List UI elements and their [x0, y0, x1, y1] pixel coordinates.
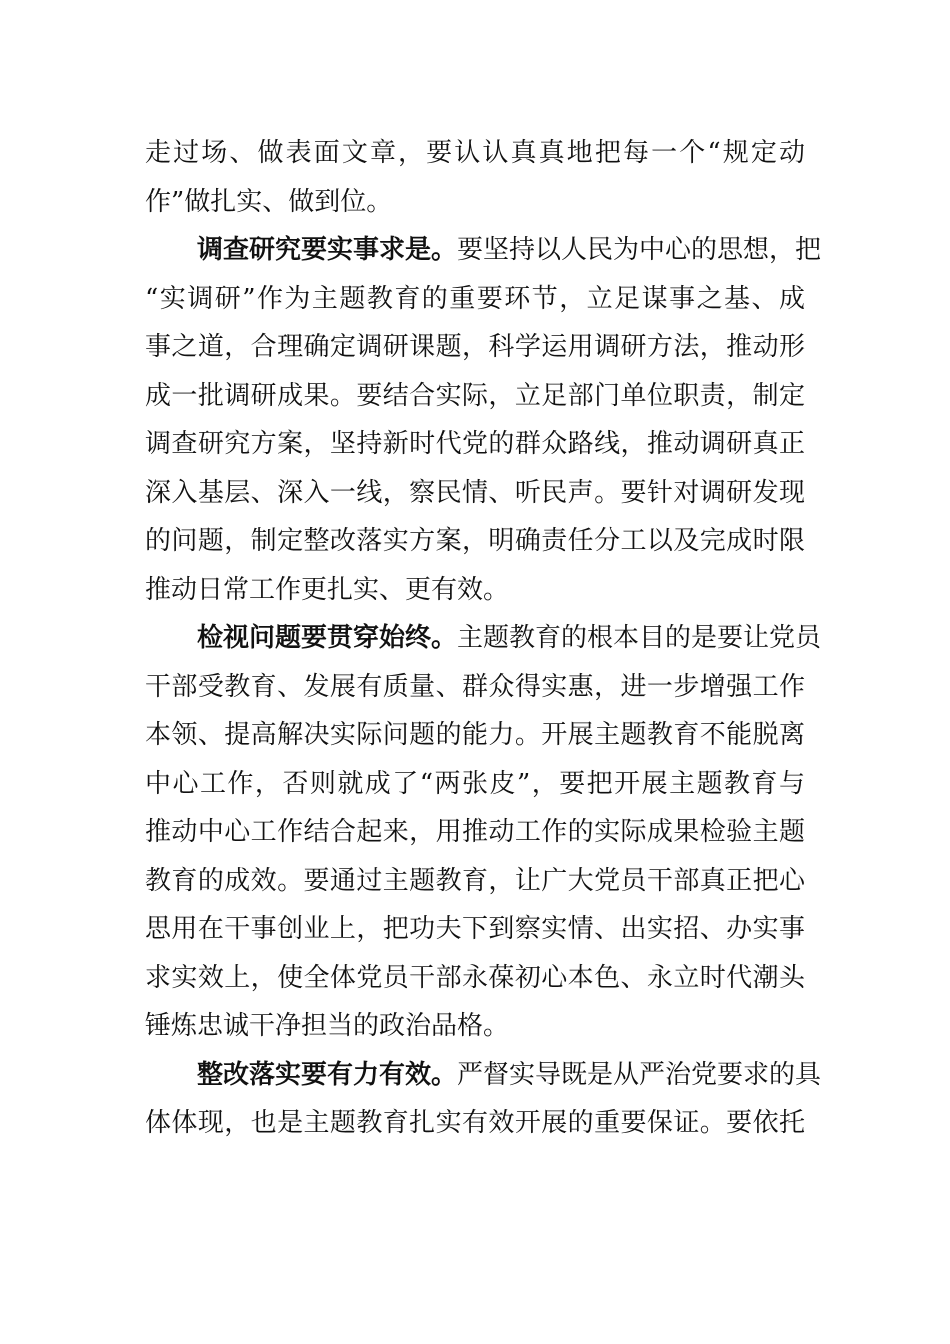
paragraph-rectification — [145, 1051, 822, 1148]
text-run: 严督实导既是从严治党要求的具 — [457, 1059, 822, 1090]
paragraph-survey-research — [145, 226, 822, 614]
text-line: 锤炼忠诚干净担当的政治品格。 — [145, 1011, 510, 1041]
section-heading: 检视问题要贯穿始终。 — [197, 623, 458, 653]
paragraph-examine-problems — [145, 614, 822, 1051]
text-line: 推动日常工作更扎实、更有效。 — [145, 574, 510, 605]
text-line — [145, 614, 822, 663]
document-page — [145, 129, 822, 1148]
text-line — [145, 1051, 822, 1100]
text-line: 成一批调研成果。要结合实际，立足部门单位职责，制定 — [145, 380, 805, 411]
text-line: 求实效上，使全体党员干部永葆初心本色、永立时代潮头 — [145, 962, 805, 993]
paragraph-continuation — [145, 129, 805, 226]
text-run: 要坚持以人民为中心的思想，把 — [457, 235, 822, 265]
text-line: 本领、提高解决实际问题的能力。开展主题教育不能脱离 — [145, 720, 805, 750]
text-line: 体体现，也是主题教育扎实有效开展的重要保证。要依托 — [145, 1108, 805, 1138]
text-line: 深入基层、深入一线，察民情、听民声。要针对调研发现 — [145, 477, 805, 508]
text-line: 教育的成效。要通过主题教育，让广大党员干部真正把心 — [145, 865, 805, 896]
text-line: 的问题，制定整改落实方案，明确责任分工以及完成时限 — [145, 526, 805, 556]
text-line: 走过场、做表面文章，要认认真真地把每一个“规定动 — [145, 138, 805, 168]
text-line: 中心工作，否则就成了“两张皮”，要把开展主题教育与 — [145, 768, 805, 799]
text-run: 主题教育的根本目的是要让党员 — [457, 623, 822, 653]
section-heading: 整改落实要有力有效。 — [197, 1059, 458, 1090]
text-line: 调查研究方案，坚持新时代党的群众路线，推动调研真正 — [145, 429, 805, 459]
text-line — [145, 226, 822, 275]
text-line: 作”做扎实、做到位。 — [145, 186, 393, 217]
section-heading: 调查研究要实事求是。 — [197, 235, 458, 265]
text-line: “实调研”作为主题教育的重要环节，立足谋事之基、成 — [145, 283, 805, 314]
text-line: 思用在干事创业上，把功夫下到察实情、出实招、办实事 — [145, 914, 805, 944]
text-line: 推动中心工作结合起来，用推动工作的实际成果检验主题 — [145, 817, 805, 847]
text-line: 事之道，合理确定调研课题，科学运用调研方法，推动形 — [145, 332, 805, 362]
text-line: 干部受教育、发展有质量、群众得实惠，进一步增强工作 — [145, 671, 805, 702]
